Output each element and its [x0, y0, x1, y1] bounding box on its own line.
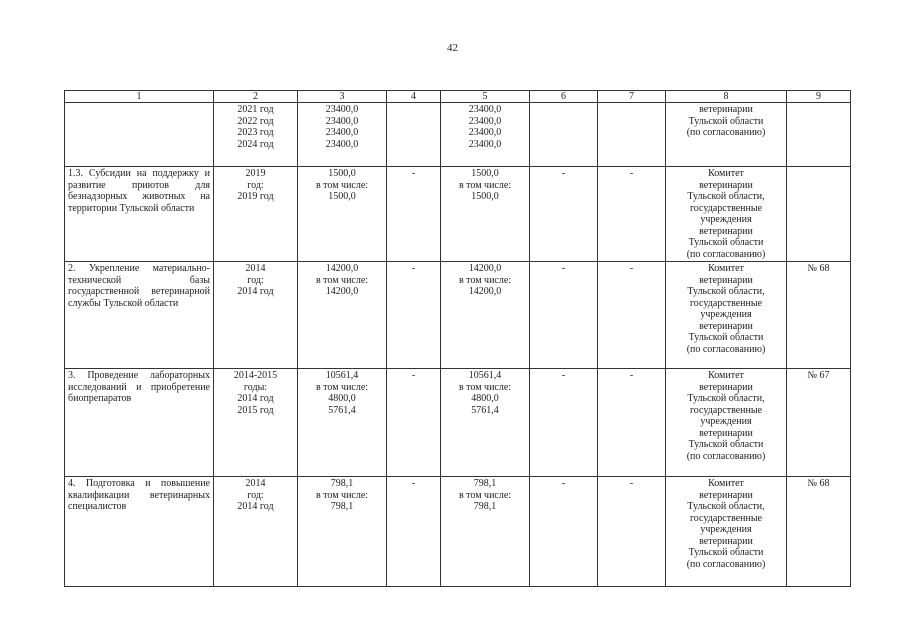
executor-line: государственные: [689, 202, 763, 214]
amount-line: 23400,0: [468, 127, 502, 138]
executor-line: ветеринарии: [699, 381, 753, 393]
year-line: 2014-2015: [233, 370, 278, 381]
year-line: 2014 год: [237, 286, 274, 297]
col-header: 8: [666, 91, 787, 103]
col-header: 9: [787, 91, 851, 103]
amount-line: 23400,0: [325, 115, 359, 127]
amount-line: в том числе:: [458, 179, 512, 191]
col-header: 4: [387, 91, 441, 103]
executor-line: (по согласованию): [686, 343, 766, 355]
amount-line: 798,1: [330, 501, 354, 512]
col-header: 1: [65, 91, 214, 103]
executor-line: Тульской области: [688, 332, 764, 343]
executor-line: (по согласованию): [686, 558, 766, 570]
executor-cell: [666, 477, 787, 587]
measure-name-cell: 2. Укрепление материально-технической базы государственной ветеринарной службы Тульской области: [65, 262, 214, 369]
amount-line: 1500,0: [471, 168, 499, 179]
col-header: 2: [214, 91, 298, 103]
amount-line: в том числе:: [458, 489, 512, 501]
year-line: 2014 год: [237, 393, 274, 404]
executor-line: государственные: [689, 297, 763, 309]
amount-line: в том числе:: [315, 489, 369, 501]
executor-line: Тульской области: [688, 439, 764, 450]
col4-cell: -: [387, 167, 441, 262]
executor-line: учреждения: [700, 214, 752, 225]
years-cell: [214, 103, 298, 167]
amount-line: 5761,4: [471, 404, 499, 416]
amount-line: 23400,0: [325, 104, 359, 115]
program-table: [64, 90, 851, 587]
amount-line: 798,1: [473, 501, 497, 512]
year-line: 2023 год: [237, 127, 274, 138]
amount-line: в том числе:: [458, 274, 512, 286]
executor-line: (по согласованию): [686, 248, 766, 260]
note-cell: № 68: [787, 262, 851, 369]
col7-cell: -: [598, 262, 666, 369]
executor-line: государственные: [689, 404, 763, 416]
amount-line: 10561,4: [325, 370, 359, 381]
executor-line: Комитет: [708, 263, 744, 274]
executor-cell: [666, 369, 787, 477]
measure-name-cell: [65, 103, 214, 167]
year-line: год:: [247, 274, 264, 286]
year-line: год:: [247, 179, 264, 191]
year-line: год:: [247, 489, 264, 501]
executor-line: Комитет: [708, 478, 744, 489]
amount-line: 23400,0: [325, 127, 359, 138]
executor-line: ветеринарии: [699, 320, 753, 332]
total-cell: [298, 369, 387, 477]
year-line: годы:: [243, 381, 268, 393]
year-line: 2015 год: [237, 404, 274, 416]
col7-cell: -: [598, 167, 666, 262]
col6-cell: -: [530, 477, 598, 587]
col4-cell: -: [387, 262, 441, 369]
amount-line: 14200,0: [468, 263, 502, 274]
measure-name-cell: 1.3. Субсидии на поддержку и развитие приютов для безнадзорных животных на территории Тульской области: [65, 167, 214, 262]
budget-cell: [441, 262, 530, 369]
table-row: [65, 477, 851, 587]
note-cell: № 67: [787, 369, 851, 477]
executor-line: учреждения: [700, 416, 752, 427]
executor-line: ветеринарии: [699, 427, 753, 439]
col6-cell: -: [530, 167, 598, 262]
col-header: 5: [441, 91, 530, 103]
col7-cell: -: [598, 369, 666, 477]
amount-line: 23400,0: [468, 115, 502, 127]
table-row: [65, 167, 851, 262]
year-line: 2024 год: [237, 138, 274, 150]
executor-line: (по согласованию): [686, 450, 766, 462]
amount-line: 1500,0: [328, 168, 356, 179]
year-line: 2014: [245, 263, 266, 274]
amount-line: 798,1: [330, 478, 354, 489]
executor-cell: [666, 103, 787, 167]
budget-cell: [441, 103, 530, 167]
amount-line: 23400,0: [468, 138, 502, 150]
years-cell: [214, 262, 298, 369]
executor-line: Комитет: [708, 168, 744, 179]
budget-cell: [441, 369, 530, 477]
executor-line: (по согласованию): [686, 127, 766, 138]
amount-line: 23400,0: [468, 104, 502, 115]
col4-cell: -: [387, 477, 441, 587]
amount-line: 14200,0: [325, 263, 359, 274]
amount-line: 23400,0: [325, 138, 359, 150]
budget-cell: [441, 477, 530, 587]
table-row: [65, 369, 851, 477]
table-row: [65, 103, 851, 167]
executor-cell: [666, 262, 787, 369]
amount-line: в том числе:: [315, 381, 369, 393]
amount-line: 4800,0: [471, 393, 499, 404]
executor-line: Тульской области,: [687, 286, 765, 297]
executor-line: Тульской области,: [687, 501, 765, 512]
years-cell: [214, 167, 298, 262]
total-cell: [298, 477, 387, 587]
executor-line: ветеринарии: [699, 179, 753, 191]
year-line: 2019 год: [237, 191, 274, 202]
note-cell: [787, 103, 851, 167]
years-cell: [214, 477, 298, 587]
col6-cell: -: [530, 262, 598, 369]
executor-line: Тульской области,: [687, 393, 765, 404]
note-cell: № 68: [787, 477, 851, 587]
amount-line: 10561,4: [468, 370, 502, 381]
year-line: 2022 год: [237, 115, 274, 127]
executor-line: ветеринарии: [699, 274, 753, 286]
col4-cell: -: [387, 369, 441, 477]
year-line: 2019: [245, 168, 266, 179]
executor-line: Тульской области: [688, 547, 764, 558]
amount-line: 14200,0: [325, 286, 359, 297]
executor-line: ветеринарии: [699, 104, 753, 115]
page-number: 42: [447, 42, 458, 54]
executor-line: Комитет: [708, 370, 744, 381]
amount-line: 798,1: [473, 478, 497, 489]
executor-line: государственные: [689, 512, 763, 524]
col-header: 7: [598, 91, 666, 103]
executor-line: учреждения: [700, 524, 752, 535]
header-row: [65, 91, 851, 103]
table-row: [65, 262, 851, 369]
executor-line: учреждения: [700, 309, 752, 320]
amount-line: в том числе:: [458, 381, 512, 393]
measure-name-cell: 3. Проведение лабораторных исследований и приобретение биопрепаратов: [65, 369, 214, 477]
executor-line: ветеринарии: [699, 489, 753, 501]
note-cell: [787, 167, 851, 262]
executor-line: Тульской области: [688, 115, 764, 127]
executor-line: Тульской области,: [687, 191, 765, 202]
col-header: 6: [530, 91, 598, 103]
amount-line: 1500,0: [328, 191, 356, 202]
executor-line: Тульской области: [688, 237, 764, 248]
amount-line: 14200,0: [468, 286, 502, 297]
col7-cell: -: [598, 477, 666, 587]
col6-cell: [530, 103, 598, 167]
executor-line: ветеринарии: [699, 225, 753, 237]
amount-line: 5761,4: [328, 404, 356, 416]
total-cell: [298, 167, 387, 262]
year-line: 2014: [245, 478, 266, 489]
total-cell: [298, 262, 387, 369]
col7-cell: [598, 103, 666, 167]
col-header: 3: [298, 91, 387, 103]
amount-line: 4800,0: [328, 393, 356, 404]
executor-line: ветеринарии: [699, 535, 753, 547]
amount-line: в том числе:: [315, 179, 369, 191]
amount-line: в том числе:: [315, 274, 369, 286]
col4-cell: [387, 103, 441, 167]
year-line: 2014 год: [237, 501, 274, 512]
measure-name-cell: 4. Подготовка и повышение квалификации ветеринарных специалистов: [65, 477, 214, 587]
executor-cell: [666, 167, 787, 262]
total-cell: [298, 103, 387, 167]
budget-cell: [441, 167, 530, 262]
col6-cell: -: [530, 369, 598, 477]
year-line: 2021 год: [237, 104, 274, 115]
amount-line: 1500,0: [471, 191, 499, 202]
years-cell: [214, 369, 298, 477]
